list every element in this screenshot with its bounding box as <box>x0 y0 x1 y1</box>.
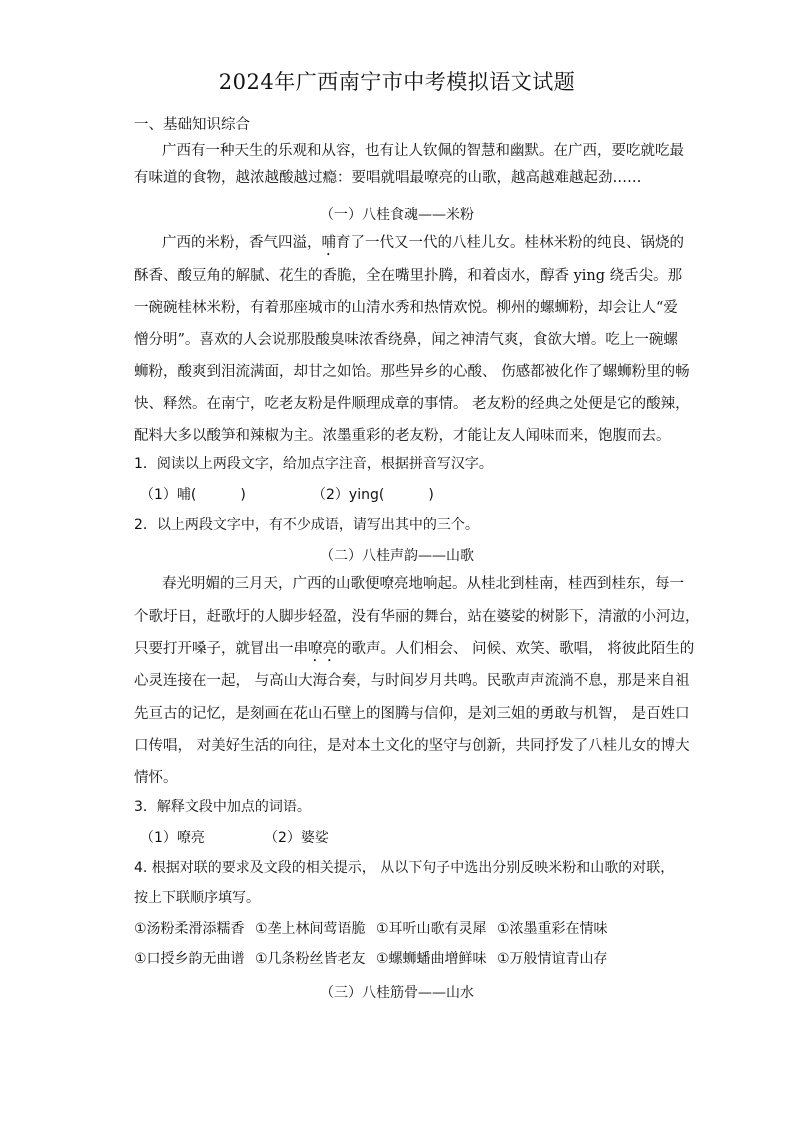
answer-label: （1）哺( <box>140 487 197 503</box>
question-3: 3．解释文段中加点的词语。 <box>134 799 311 815</box>
question-3-answer-2: （2）婆娑 <box>264 830 329 846</box>
couplet-option: ①耳听山歌有灵犀 <box>376 921 487 937</box>
part1-line-4: 憎分明”。喜欢的人会说那股酸臭味浓香绕鼻，闻之神清气爽，食欲大增。吃上一碗螺 <box>134 332 678 348</box>
part1-line-6: 快、释然。在南宁，吃老友粉是件顺理成章的事情。 老友粉的经典之处便是它的酸辣， <box>134 396 690 412</box>
part2-line-1: 春光明媚的三月天，广西的山歌便嘹亮地响起。从桂北到桂南，桂西到桂东，每一 <box>162 576 684 592</box>
answer-label: （2）ying( <box>312 487 385 503</box>
couplet-option: ①螺蛳蟠曲增鲜味 <box>376 951 487 967</box>
text-run: 育了一代又一代的八桂儿女。桂林米粉的纯良、锅烧的 <box>336 235 684 251</box>
couplet-option: ①万般情谊青山存 <box>497 951 608 967</box>
couplet-option: ①浓墨重彩在情味 <box>497 921 608 937</box>
dotted-word: 嘹亮 <box>308 641 337 657</box>
answer-close: ) <box>428 487 434 503</box>
question-1-answer-2 <box>312 484 434 504</box>
dotted-character: 哺 <box>321 235 336 251</box>
part2-line-3 <box>134 637 694 665</box>
text-run: 广西的米粉，香气四溢， <box>162 235 322 251</box>
part2-line-7: 情怀。 <box>134 770 178 786</box>
part2-heading: （二）八桂声韵——山歌 <box>320 548 474 564</box>
part2-line-6: 口传唱， 对美好生活的向往，是对本土文化的坚守与创新，共同抒发了八桂儿女的博大 <box>134 738 690 754</box>
part2-line-5: 先亘古的记忆，是刻画在花山石壁上的图腾与信仰，是刘三姐的勇敢与机智， 是百姓口 <box>134 706 690 722</box>
question-1-answer-1 <box>140 484 246 504</box>
intro-line-1: 广西有一种天生的乐观和从容，也有让人钦佩的智慧和幽默。在广西，要吃就吃最 <box>162 143 684 159</box>
couplet-option: ①汤粉柔滑添糯香 <box>134 921 245 937</box>
part1-line-3: 一碗碗桂林米粉，有着那座城市的山清水秀和热情欢悦。柳州的螺蛳粉，却会让人“爱 <box>134 300 678 316</box>
intro-line-2: 有味道的食物，越浓越酸越过瘾：要唱就唱最嘹亮的山歌，越高越难越起劲…… <box>134 170 642 186</box>
couplet-option: ①垄上林间莺语脆 <box>255 921 366 937</box>
part1-line-2: 酥香、酸豆角的解腻、花生的香脆，全在嘴里扑腾，和着卤水，醇香 ying 绕舌尖。那 <box>134 268 683 284</box>
question-4-line-2: 按上下联顺序填写。 <box>134 890 260 906</box>
question-2: 2．以上两段文字中，有不少成语，请写出其中的三个。 <box>134 517 479 533</box>
text-run: 只要打开嗓子，就冒出一串 <box>134 641 308 657</box>
page-title: 2024年广西南宁市中考模拟语文试题 <box>218 70 576 94</box>
part2-line-2: 个歌圩日，赶歌圩的人脚步轻盈，没有华丽的舞台，站在婆娑的树影下，清澈的小河边， <box>134 609 700 625</box>
part1-heading: （一）八桂食魂——米粉 <box>320 207 474 223</box>
text-run: 的歌声。人们相会、 问候、欢笑、歌唱， 将彼此陌生的 <box>337 641 695 657</box>
part3-heading: （三）八桂筋骨——山水 <box>320 985 474 1001</box>
part1-line-7: 配料大多以酸笋和辣椒为主。浓墨重彩的老友粉，才能让友人闻味而来，饱腹而去。 <box>134 428 671 444</box>
answer-close: ) <box>240 487 246 503</box>
couplet-option: ①口授乡韵无曲谱 <box>134 951 245 967</box>
part2-line-4: 心灵连接在一起， 与高山大海合奏，与时间岁月共鸣。民歌声声流淌不息，那是来自祖 <box>134 673 690 689</box>
question-4-line-1: 4. 根据对联的要求及文段的相关提示， 从以下句子中选出分别反映米粉和山歌的对联， <box>134 860 675 876</box>
section-heading: 一、基础知识综合 <box>134 117 250 133</box>
couplet-option: ①几条粉丝皆老友 <box>255 951 366 967</box>
question-1: 1．阅读以上两段文字，给加点字注音，根据拼音写汉字。 <box>134 456 493 472</box>
part1-line-1 <box>162 231 684 259</box>
part1-line-5: 蛳粉，酸爽到泪流满面，却甘之如饴。那些异乡的心酸、 伤感都被化作了螺蛳粉里的畅 <box>134 364 690 380</box>
question-3-answer-1: （1）嘹亮 <box>140 830 205 846</box>
